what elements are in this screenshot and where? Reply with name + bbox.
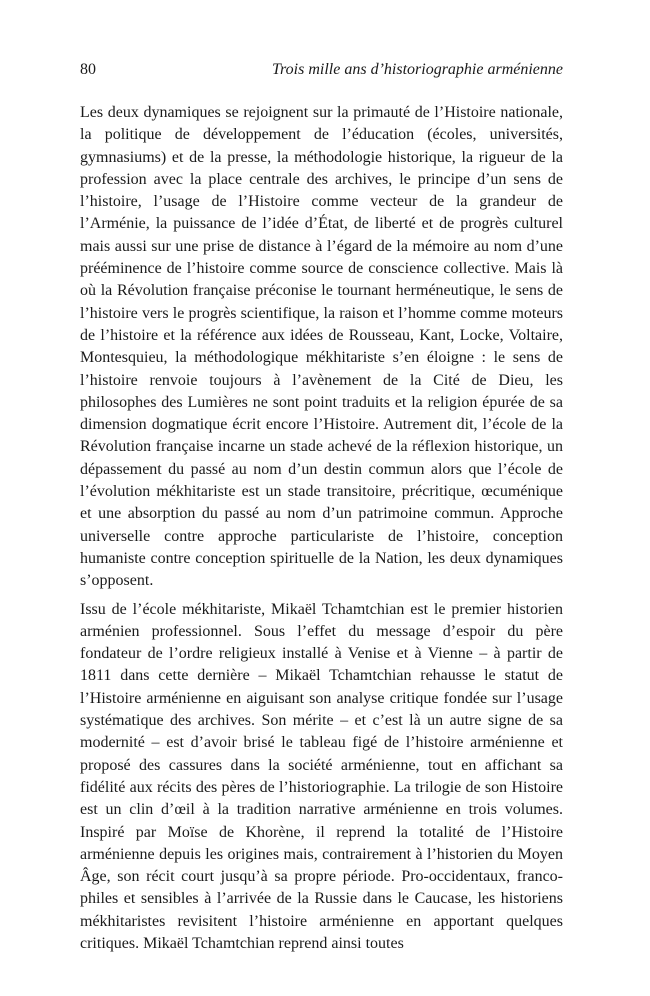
book-page: [80, 60, 563, 955]
paragraph-2: Issu de l’école mékhitariste, Mikaël Tchamtchian est le premier historien arménien professionnel. Sous l’effet du message d’espoir du père fondateur de l’ordre religieux installé à Venise et à Vienne – à partir de 1811 dans cette dernière – Mikaël Tchamtchian rehausse le statut de l’Histoire arménienne en aiguisant son analyse critique fondée sur l’usage systématique des archives. Son mérite – et c’est là un autre signe de sa modernité – est d’avoir brisé le tableau figé de l’histoire arménienne et proposé des cassures dans la société arménienne, tout en affichant sa fidélité aux récits des pères de l’historiographie. La trilogie de son Histoire est un clin d’œil à la tradition narrative arménienne en trois volumes. Inspiré par Moïse de Khorène, il reprend la totalité de l’Histoire arménienne depuis les origines mais, contrairement à l’historien du Moyen Âge, son récit court jusqu’à sa propre période. Pro-occidentaux, francophiles et sensibles à l’arrivée de la Russie dans le Caucase, les historiens mékhitaristes revisitent l’histoire arménienne en apportant quelques critiques. Mikaël Tchamtchian reprend ainsi toutes: [80, 600, 563, 952]
page-number: 80: [80, 61, 96, 78]
paragraph-1: Les deux dynamiques se rejoignent sur la primauté de l’Histoire nationale, la politique de développement de l’éducation (écoles, universités, gymnasiums) et de la presse, la méthodologie historique, la rigueur de la profession avec la place centrale des archives, le principe d’un sens de l’histoire, l’usage de l’Histoire comme vecteur de la grandeur de l’Arménie, la puissance de l’idée d’État, de liberté et de progrès culturel mais aussi sur une prise de distance à l’égard de la mémoire au nom d’une prééminence de l’histoire comme source de conscience collective. Mais là où la Révolution française préconise le tournant herméneutique, le sens de l’histoire vers le progrès scientifique, la raison et l’homme comme moteurs de l’histoire et la référence aux idées de Rousseau, Kant, Locke, Voltaire, Montesquieu, la méthodologique mékhitariste s’en éloigne : le sens de l’histoire renvoie toujours à l’avènement de la Cité de Dieu, les philosophes des Lumières ne sont point traduits et la religion épurée de sa dimension dogmatique écrit encore l’Histoire. Autrement dit, l’école de la Révolution française incarne un stade achevé de la réflexion historique, un dépassement du passé au nom d’un destin commun alors que l’école de l’évolution mékhitariste est un stade transitoire, précritique, œcuménique et une absorption du passé au nom d’un patrimoine commun. Approche universelle contre approche particulariste de l’histoire, conception humaniste contre conception spirituelle de la Nation, les deux dynamiques s’opposent.: [80, 104, 563, 590]
running-header: [80, 60, 563, 80]
running-title: Trois mille ans d’historiographie arménienne: [272, 61, 563, 78]
text-body: [80, 102, 563, 955]
